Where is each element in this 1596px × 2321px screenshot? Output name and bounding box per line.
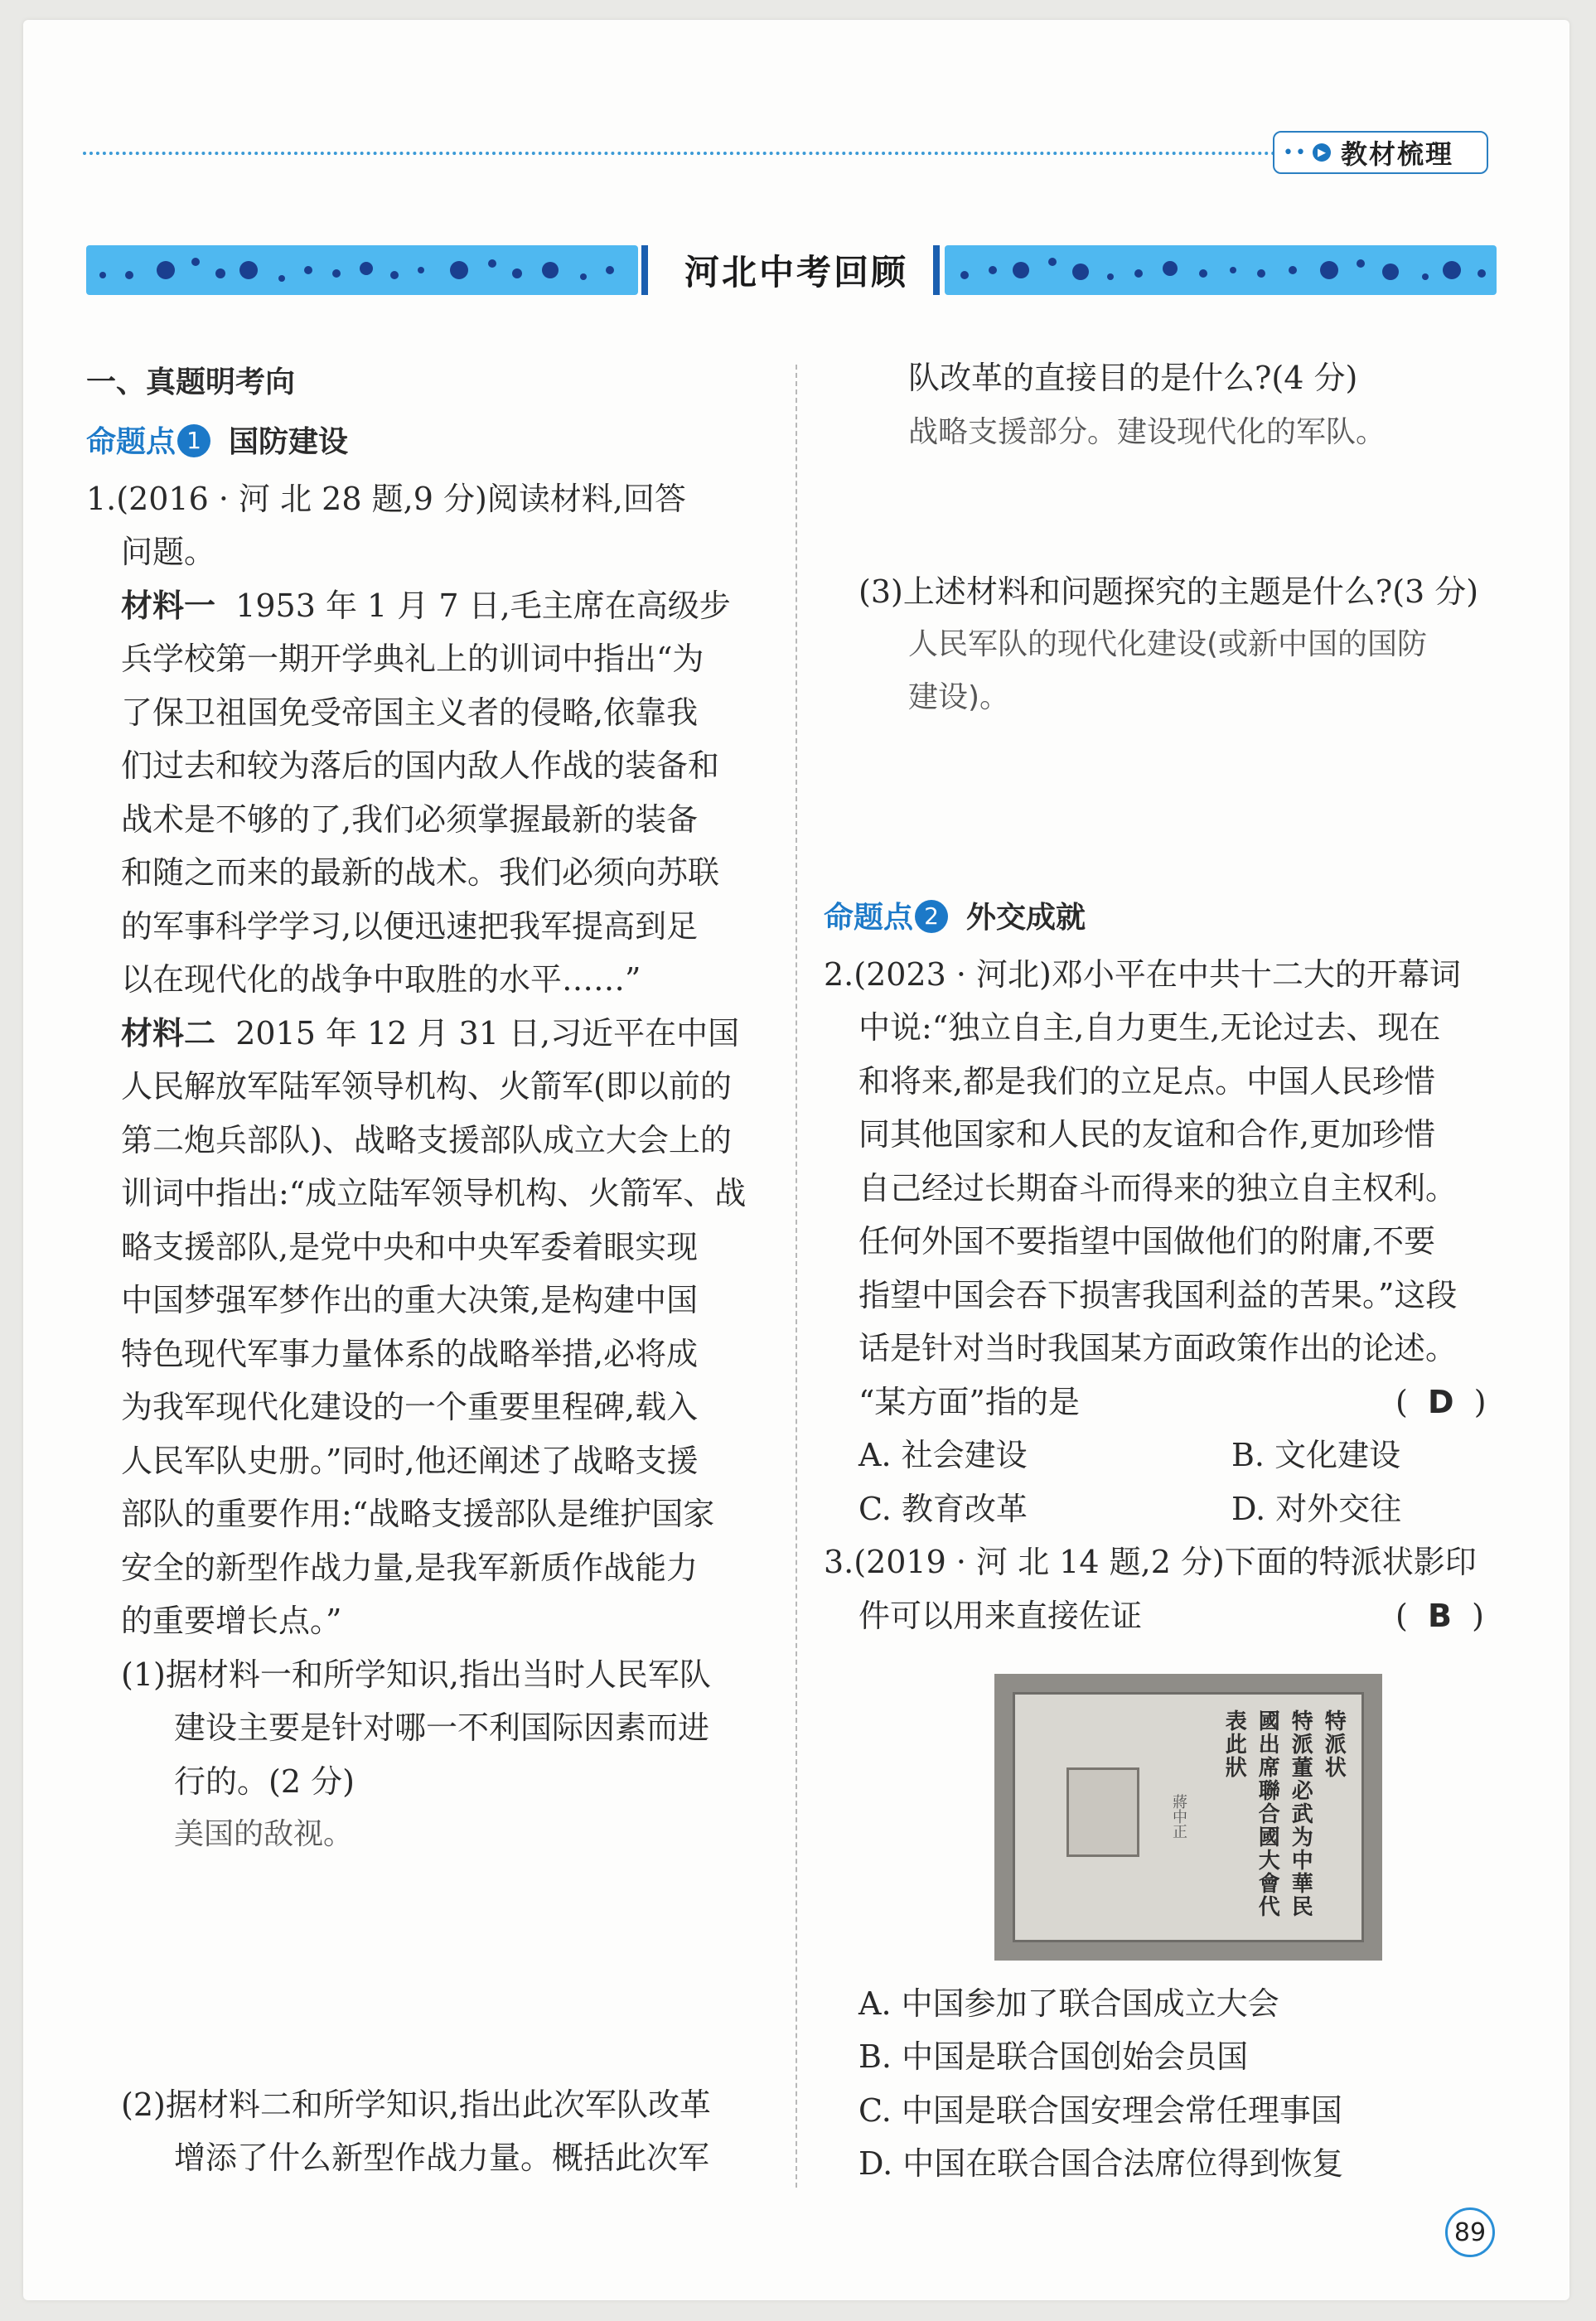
material-2-label: 材料二 — [121, 1015, 216, 1052]
seal-stamp — [1066, 1767, 1139, 1857]
material-2-first-line — [121, 1007, 739, 1061]
banner-bar-right — [933, 245, 940, 295]
material-1-line: 以在现代化的战争中取胜的水平……” — [121, 961, 641, 998]
answer-choice: B — [1428, 1598, 1452, 1634]
material-1-line: 兵学校第一期开学典礼上的训词中指出“为 — [121, 641, 704, 677]
star-dot-pattern-icon — [945, 245, 1497, 295]
sub-answer-1: 美国的敌视。 — [174, 1817, 354, 1851]
sub-answer-3: 人民军队的现代化建设(或新中国的国防 — [908, 627, 1428, 661]
question-1-stem: 问题。 — [121, 534, 216, 570]
sub-question-2: (2)据材料二和所学知识,指出此次军队改革 — [121, 2086, 711, 2123]
question-1-stem: 1.(2016 · 河 北 28 题,9 分)阅读材料,回答 — [86, 481, 686, 517]
material-2-line: 人民解放军陆军领导机构、火箭军(即以前的 — [121, 1068, 732, 1105]
material-2-line: 为我军现代化建设的一个重要里程碑,载入 — [121, 1389, 699, 1425]
point-topic: 外交成就 — [966, 901, 1086, 935]
material-2-line: 中国梦强军梦作出的重大决策,是构建中国 — [121, 1282, 699, 1318]
option-c: C. 教育改革 — [858, 1491, 1028, 1527]
question-3-stem: 件可以用来直接佐证 — [858, 1598, 1143, 1634]
option-b: B. 中国是联合国创始会员国 — [858, 2038, 1249, 2075]
material-2-line: 略支援部队,是党中央和中央军委着眼实现 — [121, 1229, 699, 1265]
option-b: B. 文化建设 — [1231, 1437, 1401, 1473]
sub-question-2: 增添了什么新型作战力量。概括此次军 — [174, 2140, 710, 2176]
question-2-stem: “某方面”指的是 — [858, 1384, 1080, 1420]
certificate-photo — [994, 1674, 1382, 1961]
material-2-line: 特色现代军事力量体系的战略举措,必将成 — [121, 1336, 699, 1372]
signature-mark: 蔣中正 — [1170, 1794, 1187, 1839]
material-1-label: 材料一 — [121, 588, 216, 624]
material-2-line: 的重要增长点。” — [121, 1603, 342, 1639]
sub-question-3: (3)上述材料和问题探究的主题是什么?(3 分) — [858, 573, 1479, 610]
question-2-stem: 任何外国不要指望中国做他们的附庸,不要 — [858, 1223, 1436, 1260]
answer-bracket: ( D ) — [1395, 1384, 1487, 1420]
option-a: A. 中国参加了联合国成立大会 — [858, 1985, 1279, 2022]
material-2-line: 部队的重要作用:“战略支援部队是维护国家 — [121, 1496, 715, 1532]
certificate-text-col: 國出席聯合國大會代 — [1255, 1709, 1280, 1918]
question-2-stem: 同其他国家和人民的友谊和合作,更加珍惜 — [858, 1116, 1436, 1153]
banner-bar-left — [641, 245, 648, 295]
point-topic: 国防建设 — [229, 425, 349, 459]
header-dotted-rule — [83, 152, 1276, 155]
material-2-line: 人民军队史册。”同时,他还阐述了战略支援 — [121, 1443, 699, 1479]
sub-question-1: 行的。(2 分) — [174, 1763, 355, 1800]
banner-left-decoration — [86, 245, 638, 295]
star-dot-pattern-icon — [86, 245, 638, 295]
sub-question-1: (1)据材料一和所学知识,指出当时人民军队 — [121, 1656, 711, 1693]
material-1-text: 1953 年 1 月 7 日,毛主席在高级步 — [235, 588, 731, 624]
question-2-stem: 2.(2023 · 河北)邓小平在中共十二大的开幕词 — [824, 956, 1461, 993]
section-tag — [1273, 131, 1488, 174]
certificate-text-col: 特派状 — [1321, 1709, 1347, 1779]
banner-right-decoration — [945, 245, 1497, 295]
material-2-text: 2015 年 12 月 31 日,习近平在中国 — [235, 1015, 740, 1052]
sub-question-1: 建设主要是针对哪一不利国际因素而进 — [174, 1709, 710, 1746]
answer-choice: D — [1428, 1384, 1454, 1420]
sub-answer-2: 战略支援部分。建设现代化的军队。 — [908, 415, 1386, 449]
material-1-first-line — [121, 579, 731, 633]
certificate-text-col: 表此狀 — [1221, 1709, 1247, 1779]
point-label: 命题点 — [86, 425, 177, 459]
sub-answer-3: 建设)。 — [908, 680, 1010, 714]
section-tag-label: 教材梳理 — [1340, 138, 1453, 170]
question-3-stem: 3.(2019 · 河 北 14 题,2 分)下面的特派状影印 — [824, 1544, 1477, 1580]
question-2-stem: 自己经过长期奋斗而得来的独立自主权利。 — [858, 1170, 1458, 1206]
question-2-stem: 指望中国会吞下损害我国利益的苦果。”这段 — [858, 1277, 1458, 1313]
material-1-line: 的军事科学学习,以便迅速把我军提高到足 — [121, 908, 699, 945]
question-2-stem: 和将来,都是我们的立足点。中国人民珍惜 — [858, 1063, 1436, 1100]
option-d: D. 中国在联合国合法席位得到恢复 — [858, 2145, 1344, 2182]
topic-heading-2 — [824, 890, 1086, 945]
point-number-badge: 2 — [915, 900, 948, 933]
question-2-stem: 中说:“独立自主,自力更生,无论过去、现在 — [858, 1009, 1441, 1046]
topic-heading-1 — [86, 414, 348, 470]
question-2-stem: 话是针对当时我国某方面政策作出的论述。 — [858, 1330, 1458, 1366]
material-1-line: 和随之而来的最新的战术。我们必须向苏联 — [121, 854, 720, 891]
option-c: C. 中国是联合国安理会常任理事国 — [858, 2092, 1342, 2129]
material-2-line: 训词中指出:“成立陆军领导机构、火箭军、战 — [121, 1175, 747, 1211]
banner-title: 河北中考回顾 — [684, 252, 908, 293]
material-1-line: 了保卫祖国免受帝国主义者的侵略,依靠我 — [121, 694, 699, 731]
sub-question-2: 队改革的直接目的是什么?(4 分) — [908, 360, 1358, 396]
column-divider — [796, 365, 797, 2188]
arrow-right-icon: ▶ — [1313, 143, 1331, 162]
material-2-line: 第二炮兵部队)、战略支援部队成立大会上的 — [121, 1122, 732, 1158]
option-a: A. 社会建设 — [858, 1437, 1028, 1473]
material-2-line: 安全的新型作战力量,是我军新质作战能力 — [121, 1550, 699, 1586]
answer-bracket: ( B ) — [1395, 1598, 1484, 1634]
section-title: 一、真题明考向 — [86, 365, 296, 399]
tag-dots: •• — [1283, 142, 1308, 163]
page-number: 89 — [1445, 2207, 1495, 2257]
material-1-line: 们过去和较为落后的国内敌人作战的装备和 — [121, 747, 720, 784]
point-label: 命题点 — [824, 901, 914, 935]
material-1-line: 战术是不够的了,我们必须掌握最新的装备 — [121, 801, 699, 838]
option-d: D. 对外交往 — [1231, 1491, 1402, 1527]
point-number-badge: 1 — [177, 424, 210, 457]
certificate-text-col: 特派董必武为中華民 — [1288, 1709, 1313, 1918]
